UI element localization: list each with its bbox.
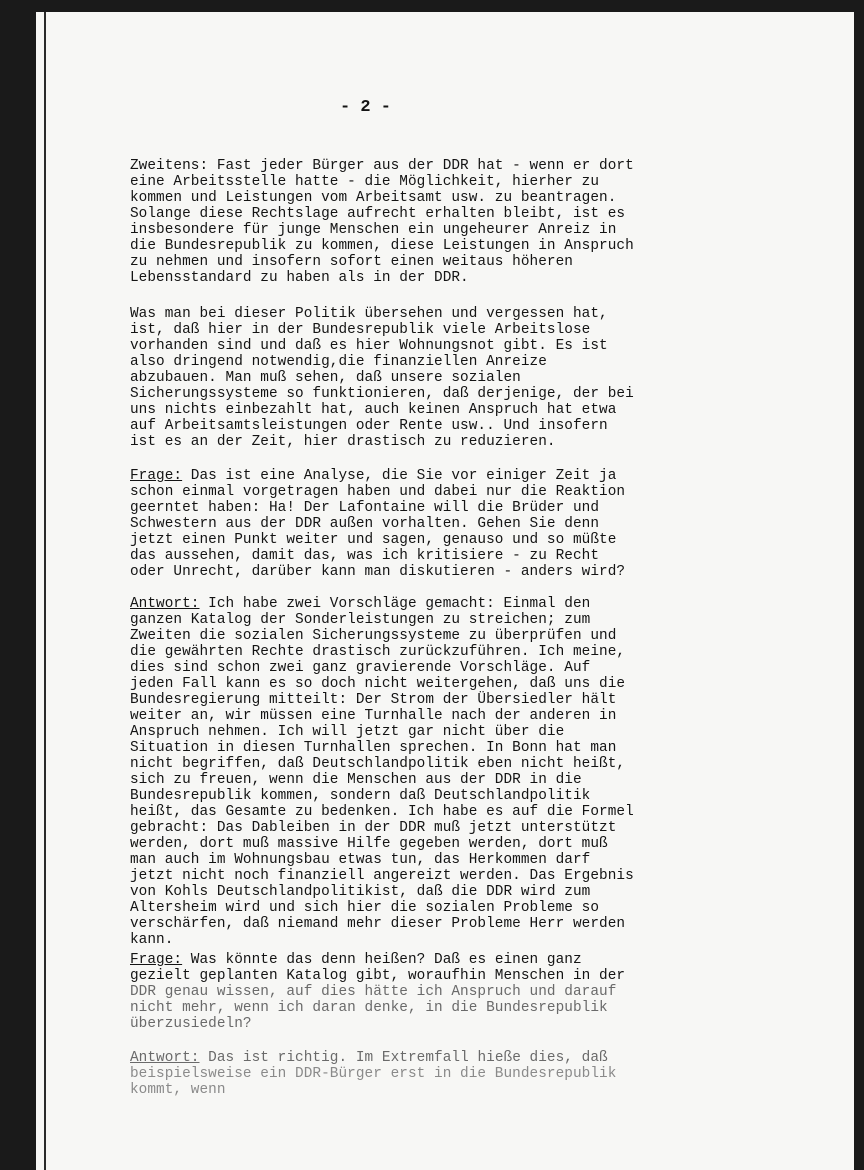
text-line: heißt, das Gesamte zu bedenken. Ich habe es auf die Formel: [130, 804, 634, 820]
text-line: kommen und Leistungen vom Arbeitsamt usw. zu beantragen.: [130, 190, 617, 206]
document-page: [36, 12, 854, 1170]
text-line: jetzt einen Punkt weiter und sagen, genauso und so müßte: [130, 532, 617, 548]
text-line: gebracht: Das Dableiben in der DDR muß jetzt unterstützt: [130, 820, 617, 836]
text-line: Solange diese Rechtslage aufrecht erhalten bleibt, ist es: [130, 206, 626, 222]
text-line: uns nichts einbezahlt hat, auch keinen Anspruch hat etwa: [130, 402, 617, 418]
text-line: verschärfen, daß niemand mehr dieser Probleme Herr werden: [130, 916, 626, 932]
text-line: jeden Fall kann es so doch nicht weitergehen, daß uns die: [130, 676, 626, 692]
text-line: von Kohls Deutschlandpolitikist, daß die DDR wird zum: [130, 884, 591, 900]
text-line: die gewährten Rechte drastisch zurückzuführen. Ich meine,: [130, 644, 626, 660]
answer-paragraph-2: [130, 1050, 710, 1098]
text-line: auf Arbeitsamtsleistungen oder Rente usw.. Und insofern: [130, 418, 608, 434]
text-line: Situation in diesen Turnhallen sprechen. In Bonn hat man: [130, 740, 617, 756]
text-line: dies sind schon zwei ganz gravierende Vorschläge. Auf: [130, 660, 591, 676]
question-paragraph-2: [130, 952, 710, 1032]
text-line: vorhanden sind und daß es hier Wohnungsnot gibt. Es ist: [130, 338, 608, 354]
page-edge-line: [44, 12, 46, 1170]
text-line: kann.: [130, 932, 174, 948]
text-line: insbesondere für junge Menschen ein ungeheurer Anreiz in: [130, 222, 617, 238]
question-label: Frage:: [130, 952, 183, 968]
text-line: Bundesregierung mitteilt: Der Strom der Übersiedler hält: [130, 692, 617, 708]
text-line: das aussehen, damit das, was ich kritisiere - zu Recht: [130, 548, 600, 564]
text-line: jetzt nicht noch finanziell angereizt werden. Das Ergebnis: [130, 868, 634, 884]
answer-paragraph-1: [130, 596, 710, 948]
text-line: gezielt geplanten Katalog gibt, woraufhin Menschen in der: [130, 968, 626, 984]
text-line: Frage: Was könnte das denn heißen? Daß es einen ganz: [130, 952, 582, 968]
text-line: Antwort: Das ist richtig. Im Extremfall hieße dies, daß: [130, 1050, 608, 1066]
text-line: eine Arbeitsstelle hatte - die Möglichkeit, hierher zu: [130, 174, 600, 190]
text-line: beispielsweise ein DDR-Bürger erst in die Bundesrepublik: [130, 1066, 617, 1082]
paragraph-1: [130, 158, 710, 286]
text-line: geerntet haben: Ha! Der Lafontaine will die Brüder und: [130, 500, 600, 516]
text-line: kommt, wenn: [130, 1082, 226, 1098]
text-line: ganzen Katalog der Sonderleistungen zu streichen; zum: [130, 612, 591, 628]
text-line: Antwort: Ich habe zwei Vorschläge gemacht: Einmal den: [130, 596, 591, 612]
text-line: ist, daß hier in der Bundesrepublik viele Arbeitslose: [130, 322, 591, 338]
text-line: abzubauen. Man muß sehen, daß unsere sozialen: [130, 370, 521, 386]
text-line: Frage: Das ist eine Analyse, die Sie vor einiger Zeit ja: [130, 468, 617, 484]
question-paragraph-1: [130, 468, 710, 580]
text-line: man auch im Wohnungsbau etwas tun, das Herkommen darf: [130, 852, 591, 868]
text-line: Zweitens: Fast jeder Bürger aus der DDR hat - wenn er dort: [130, 158, 634, 174]
text-line: überzusiedeln?: [130, 1016, 252, 1032]
text-line: weiter an, wir müssen eine Turnhalle nach der anderen in: [130, 708, 617, 724]
text-line: Schwestern aus der DDR außen vorhalten. Gehen Sie denn: [130, 516, 600, 532]
text-line: Altersheim wird und sich hier die sozialen Probleme so: [130, 900, 600, 916]
text-line: oder Unrecht, darüber kann man diskutieren - anders wird?: [130, 564, 626, 580]
text-line: zu nehmen und insofern sofort einen weitaus höheren: [130, 254, 573, 270]
text-line: werden, dort muß massive Hilfe gegeben werden, dort muß: [130, 836, 608, 852]
text-line: schon einmal vorgetragen haben und dabei nur die Reaktion: [130, 484, 626, 500]
paragraph-2: [130, 306, 710, 450]
text-line: ist es an der Zeit, hier drastisch zu reduzieren.: [130, 434, 556, 450]
text-line: Lebensstandard zu haben als in der DDR.: [130, 270, 469, 286]
text-line: Zweiten die sozialen Sicherungssysteme zu überprüfen und: [130, 628, 617, 644]
text-line: Sicherungssysteme so funktionieren, daß derjenige, der bei: [130, 386, 634, 402]
answer-label: Antwort:: [130, 1050, 200, 1066]
page-number: - 2 -: [340, 98, 392, 117]
text-line: nicht begriffen, daß Deutschlandpolitik eben nicht heißt,: [130, 756, 626, 772]
text-line: sich zu freuen, wenn die Menschen aus der DDR in die: [130, 772, 582, 788]
text-line: DDR genau wissen, auf dies hätte ich Anspruch und darauf: [130, 984, 617, 1000]
text-line: Was man bei dieser Politik übersehen und vergessen hat,: [130, 306, 608, 322]
text-line: Anspruch nehmen. Ich will jetzt gar nicht über die: [130, 724, 565, 740]
text-line: die Bundesrepublik zu kommen, diese Leistungen in Anspruch: [130, 238, 634, 254]
question-label: Frage:: [130, 468, 183, 484]
text-line: Bundesrepublik kommen, sondern daß Deutschlandpolitik: [130, 788, 591, 804]
text-line: also dringend notwendig,die finanziellen Anreize: [130, 354, 547, 370]
text-line: nicht mehr, wenn ich daran denke, in die Bundesrepublik: [130, 1000, 608, 1016]
answer-label: Antwort:: [130, 596, 200, 612]
